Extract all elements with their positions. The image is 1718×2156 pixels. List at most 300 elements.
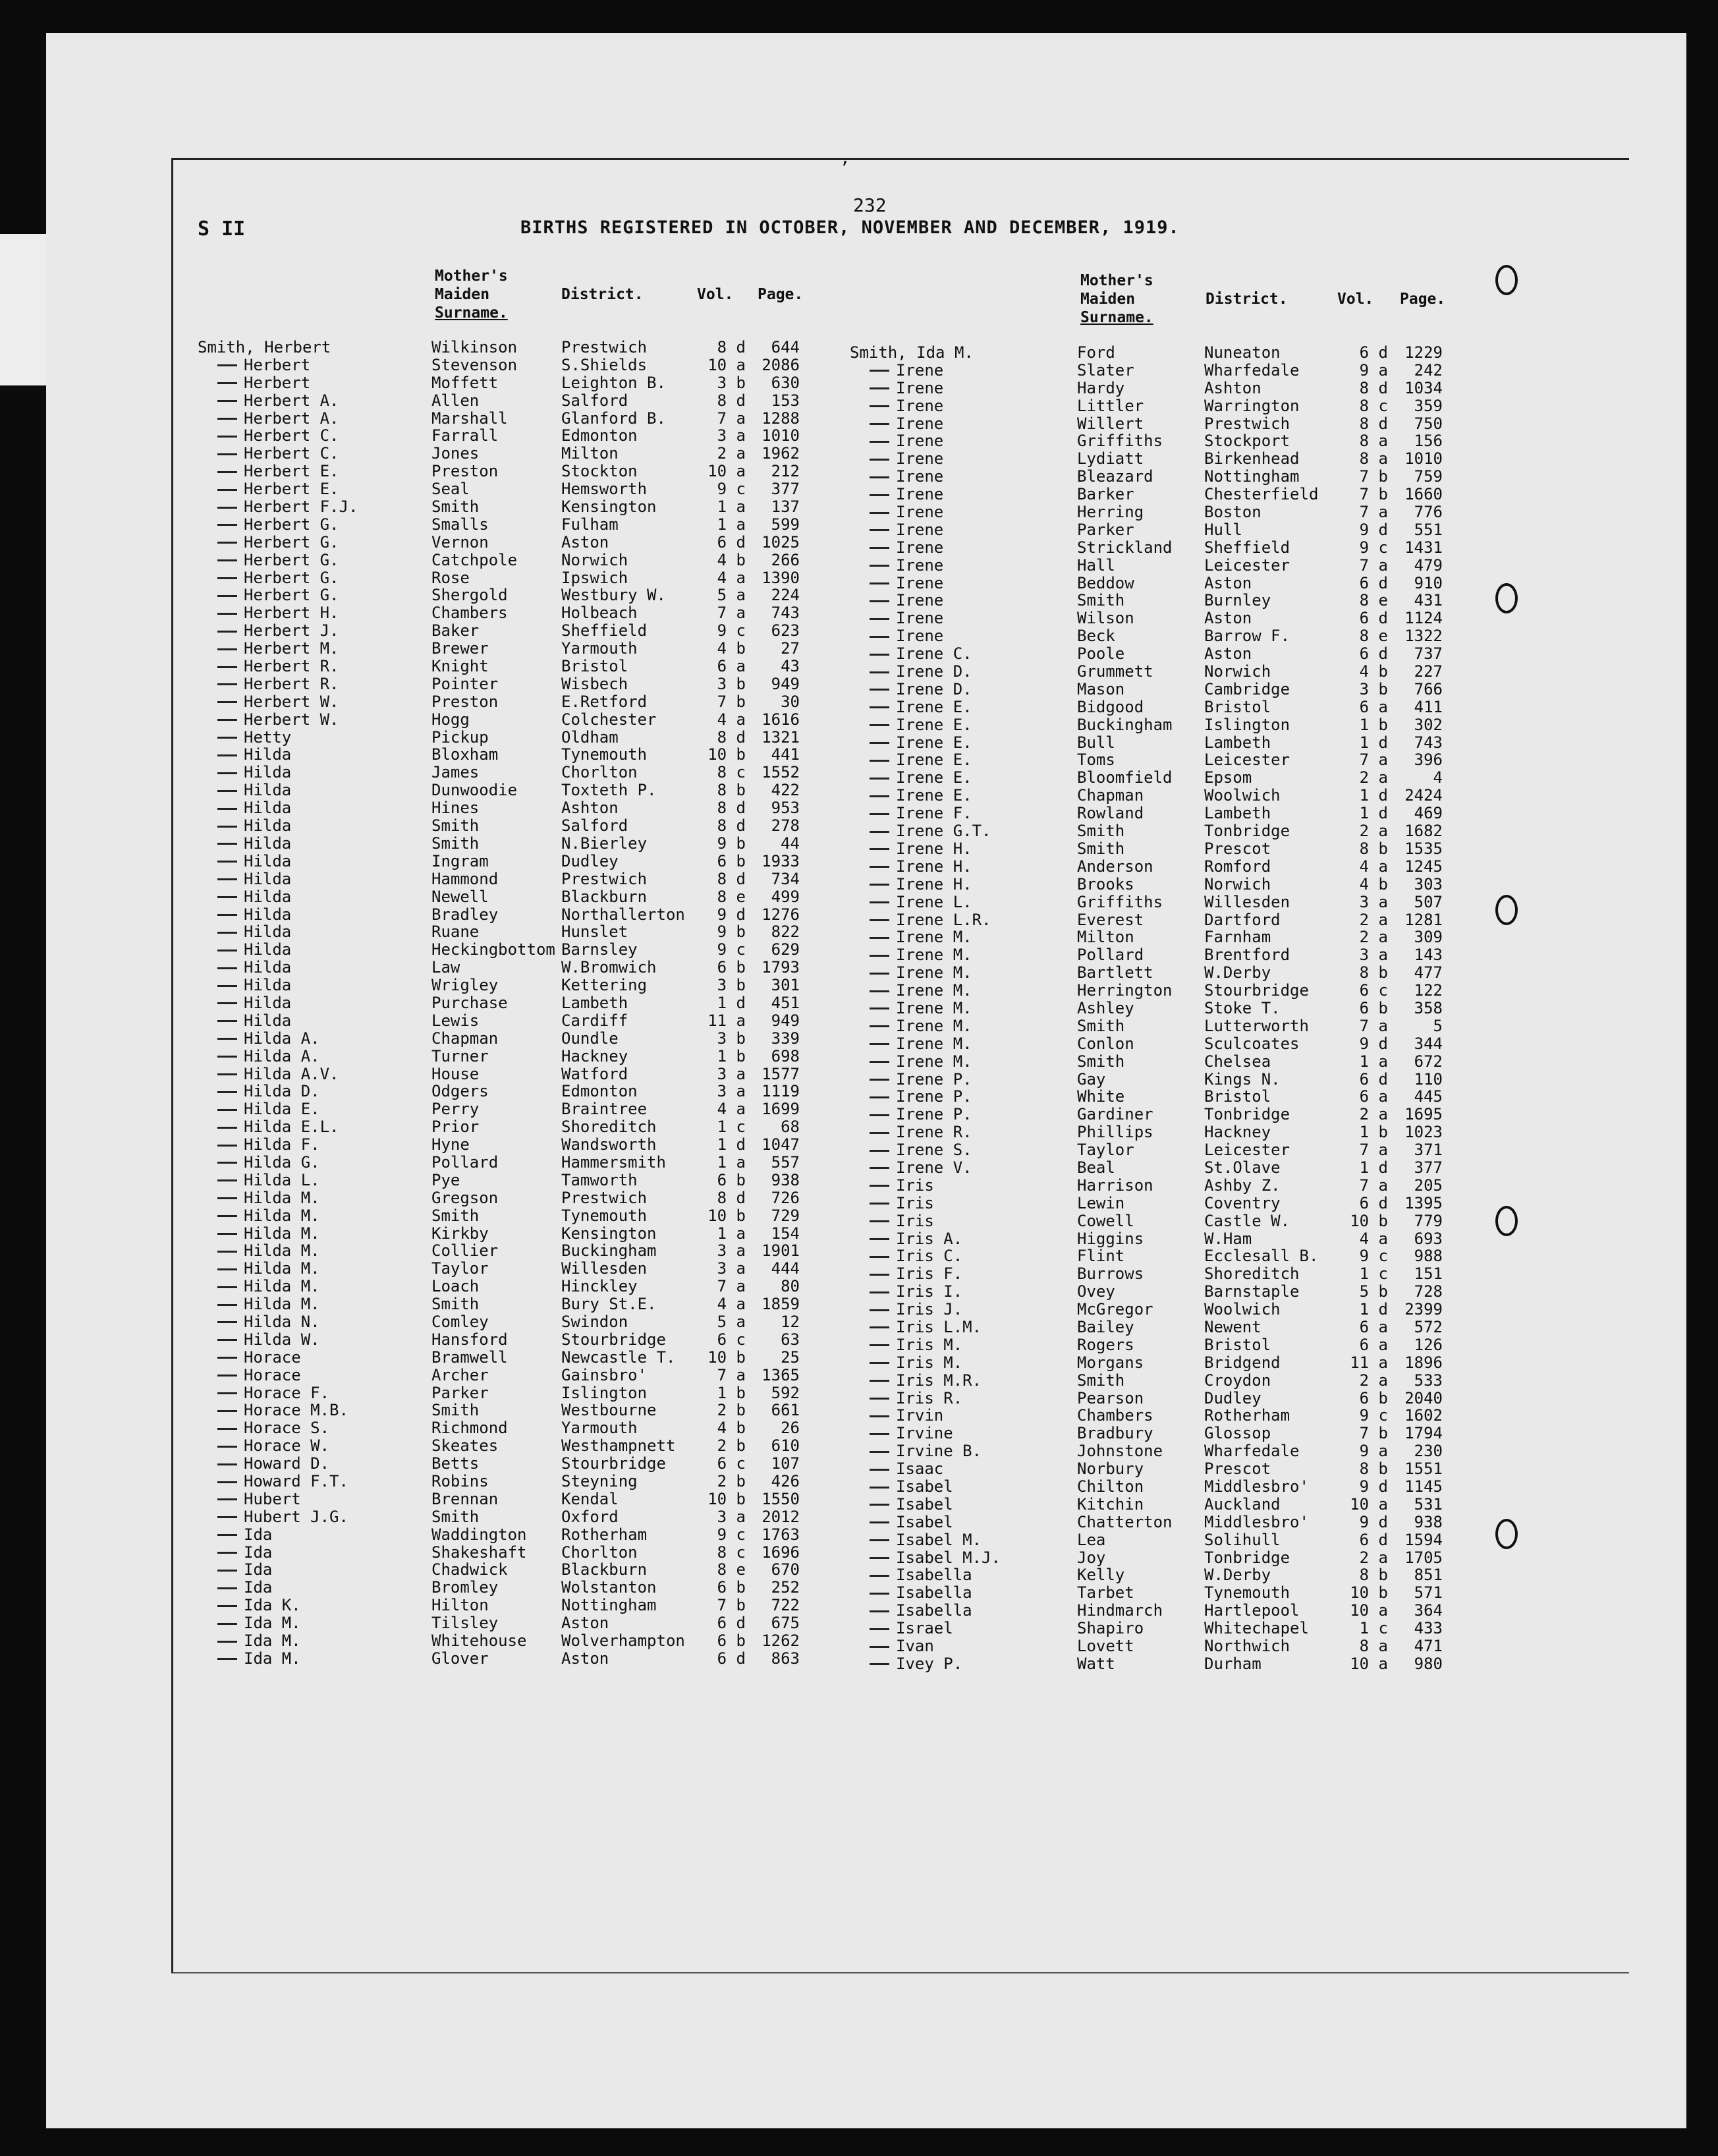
- entry-volume: 9 a: [1359, 1442, 1388, 1461]
- left-col-vol-header: Vol.: [697, 286, 734, 303]
- entry-page: 68: [781, 1118, 800, 1137]
- entry-forename: Irene: [870, 627, 943, 645]
- entry-row: [0, 1035, 1515, 1053]
- entry-page: 107: [771, 1454, 800, 1473]
- entry-volume: 9 c: [1359, 538, 1388, 557]
- entry-volume: 8 d: [717, 1188, 746, 1207]
- entry-district: Wharfedale: [1204, 360, 1300, 380]
- entry-district: Hammersmith: [561, 1152, 666, 1172]
- entry-mother-surname: Phillips: [1077, 1123, 1153, 1142]
- entry-volume: 10 b: [707, 1489, 746, 1508]
- ditto-dash: [870, 582, 889, 584]
- entry-district: Rotherham: [1204, 1406, 1290, 1425]
- entry-district: Tynemouth: [561, 745, 648, 764]
- entry-district: Middlesbro': [1204, 1512, 1309, 1531]
- entry-volume: 6 d: [717, 1614, 746, 1633]
- entry-volume: 9 c: [717, 1525, 746, 1544]
- entry-forename: Irene F.: [870, 805, 972, 822]
- entry-row: [0, 911, 1515, 929]
- entry-district: Yarmouth: [561, 639, 638, 658]
- entry-volume: 2 a: [1359, 910, 1388, 929]
- entry-district: Ashby Z.: [1204, 1176, 1281, 1195]
- ditto-dash: [870, 618, 889, 620]
- entry-forename: Hilda: [217, 888, 291, 906]
- entry-mother-surname: Pointer: [431, 674, 499, 693]
- entry-page: 1010: [762, 426, 800, 445]
- entry-district: Ashton: [1204, 378, 1261, 397]
- entry-mother-surname: Lea: [1077, 1530, 1106, 1549]
- entry-forename: Hilda: [217, 906, 291, 924]
- left-col-mother-header: Mother's Maiden Surname.: [435, 268, 508, 322]
- ditto-dash: [870, 689, 889, 691]
- entry-district: Norwich: [561, 550, 628, 569]
- entry-forename: Iris C.: [870, 1247, 962, 1265]
- entry-mother-surname: Hansford: [431, 1330, 508, 1349]
- entry-volume: 1 d: [1359, 804, 1388, 823]
- entry-mother-surname: Watt: [1077, 1654, 1115, 1673]
- entry-district: Barnstaple: [1204, 1282, 1300, 1301]
- entry-volume: 1 a: [1359, 1052, 1388, 1071]
- entry-forename: Irene M.: [870, 964, 972, 982]
- entry-district: Solihull: [1204, 1530, 1281, 1549]
- entry-mother-surname: Lydiatt: [1077, 449, 1144, 468]
- entry-mother-surname: Pye: [431, 1170, 460, 1189]
- entry-district: Glanford B.: [561, 409, 666, 428]
- entry-district: Bury St.E.: [561, 1295, 657, 1314]
- entry-district: Hartlepool: [1204, 1601, 1300, 1620]
- entry-district: Salford: [561, 816, 628, 836]
- entry-row: [0, 751, 1515, 769]
- entry-mother-surname: Smith: [431, 1295, 480, 1314]
- entry-page: 302: [1414, 715, 1443, 734]
- entry-page: 477: [1414, 963, 1443, 982]
- entry-mother-surname: Perry: [431, 1100, 480, 1119]
- entry-page: 938: [771, 1170, 800, 1189]
- entry-forename: Irene R.: [870, 1123, 972, 1141]
- entry-district: Hemsworth: [561, 480, 648, 499]
- entry-district: Sculcoates: [1204, 1034, 1300, 1053]
- entry-mother-surname: Smith: [431, 816, 480, 836]
- entry-page: 672: [1414, 1052, 1443, 1071]
- entry-page: 339: [771, 1029, 800, 1048]
- entry-volume: 10 b: [707, 1206, 746, 1225]
- entry-page: 230: [1414, 1442, 1443, 1461]
- entry-forename: Irene E.: [870, 787, 972, 805]
- entry-row: [0, 1566, 1515, 1584]
- entry-volume: 3 b: [717, 976, 746, 995]
- ditto-dash: [870, 990, 889, 992]
- entry-forename: Irene: [870, 468, 943, 486]
- entry-forename: Irene: [870, 575, 943, 592]
- entry-page: 137: [771, 497, 800, 517]
- entry-district: Lutterworth: [1204, 1016, 1309, 1035]
- entry-district: Westhampnett: [561, 1436, 676, 1456]
- entry-volume: 7 b: [717, 1596, 746, 1615]
- ditto-dash: [870, 636, 889, 638]
- entry-forename: Irene: [870, 592, 943, 610]
- entry-volume: 7 a: [717, 1277, 746, 1296]
- entry-page: 371: [1414, 1141, 1443, 1160]
- entry-forename: Hilda E.: [217, 1100, 320, 1118]
- entry-forename: Isaac: [870, 1460, 943, 1478]
- entry-forename: Irene E.: [870, 716, 972, 734]
- entry-mother-surname: Glover: [431, 1649, 489, 1668]
- entry-forename: Hilda W.: [217, 1331, 320, 1349]
- entry-page: 533: [1414, 1371, 1443, 1390]
- entry-volume: 1 b: [1359, 715, 1388, 734]
- entry-district: Woolwich: [1204, 1300, 1281, 1319]
- ditto-dash: [870, 547, 889, 549]
- entry-forename: Irene P.: [870, 1071, 972, 1089]
- entry-volume: 6 d: [717, 532, 746, 552]
- ditto-dash: [870, 1380, 889, 1382]
- entry-forename: Irene: [870, 521, 943, 539]
- ditto-dash: [870, 494, 889, 496]
- entry-district: Lambeth: [561, 993, 628, 1012]
- entry-district: Salford: [561, 391, 628, 410]
- entry-mother-surname: Hines: [431, 799, 480, 818]
- entry-volume: 6 b: [717, 851, 746, 870]
- entry-page: 469: [1414, 804, 1443, 823]
- entry-forename: Hilda M.: [217, 1260, 320, 1278]
- punch-hole: [1495, 265, 1518, 295]
- entry-volume: 6 d: [1359, 343, 1388, 362]
- entry-page: 30: [781, 692, 800, 711]
- entry-volume: 7 a: [1359, 1141, 1388, 1160]
- entry-forename: Horace: [217, 1349, 301, 1367]
- entry-district: Buckingham: [561, 1241, 657, 1261]
- entry-mother-surname: Gardiner: [1077, 1105, 1153, 1124]
- entry-district: Milton: [561, 444, 619, 463]
- entry-row: [0, 858, 1515, 876]
- entry-mother-surname: Poole: [1077, 644, 1125, 664]
- entry-volume: 4 a: [717, 710, 746, 729]
- entry-district: Wolstanton: [561, 1578, 657, 1597]
- entry-mother-surname: Prior: [431, 1118, 480, 1137]
- entry-mother-surname: Bleazard: [1077, 467, 1153, 486]
- entry-mother-surname: Chambers: [1077, 1406, 1153, 1425]
- entry-mother-surname: Hyne: [431, 1135, 470, 1154]
- entry-page: 309: [1414, 928, 1443, 947]
- entry-forename: Hilda: [217, 870, 291, 888]
- entry-volume: 6 d: [717, 1649, 746, 1668]
- entry-mother-surname: Bailey: [1077, 1317, 1134, 1336]
- entry-mother-surname: Shakeshaft: [431, 1543, 527, 1562]
- entry-mother-surname: Taylor: [1077, 1141, 1134, 1160]
- ditto-dash: [870, 1504, 889, 1506]
- entry-volume: 6 a: [1359, 1087, 1388, 1106]
- entry-page: 1705: [1404, 1548, 1443, 1567]
- entry-row: [0, 627, 1515, 645]
- entry-page: 910: [1414, 573, 1443, 592]
- left-col-page-header: Page.: [758, 286, 804, 303]
- entry-district: Glossop: [1204, 1424, 1271, 1443]
- entry-page: 1365: [762, 1365, 800, 1384]
- entry-volume: 3 a: [717, 1259, 746, 1278]
- entry-volume: 2 a: [1359, 822, 1388, 841]
- ditto-dash: [870, 760, 889, 762]
- entry-page: 1025: [762, 532, 800, 552]
- ditto-dash: [870, 1220, 889, 1222]
- entry-mother-surname: Herring: [1077, 503, 1144, 522]
- entry-volume: 8 d: [717, 816, 746, 836]
- entry-volume: 8 b: [717, 781, 746, 800]
- entry-district: Sheffield: [561, 621, 648, 640]
- entry-row: [0, 1354, 1515, 1372]
- entry-forename: Hilda M.: [217, 1207, 320, 1225]
- entry-row: [0, 1265, 1515, 1283]
- entry-district: W.Ham: [1204, 1229, 1252, 1248]
- ditto-dash: [870, 1628, 889, 1630]
- entry-district: N.Bierley: [561, 834, 648, 853]
- entry-district: Stockport: [1204, 432, 1290, 451]
- entry-page: 670: [771, 1560, 800, 1579]
- entry-mother-surname: Pollard: [431, 1152, 499, 1172]
- entry-row: [0, 681, 1515, 698]
- entry-page: 1933: [762, 851, 800, 870]
- entry-forename: Irene: [870, 380, 943, 397]
- entry-district: Stourbridge: [1204, 981, 1309, 1000]
- entry-volume: 1 a: [717, 497, 746, 517]
- ditto-dash: [870, 1487, 889, 1489]
- entry-page: 151: [1414, 1264, 1443, 1284]
- film-edge-mark: [0, 234, 46, 385]
- right-col-page-header: Page.: [1400, 291, 1446, 308]
- entry-page: 1023: [1404, 1123, 1443, 1142]
- ditto-dash: [870, 937, 889, 939]
- ditto-dash: [870, 370, 889, 372]
- entry-page: 153: [771, 391, 800, 410]
- entry-district: Northallerton: [561, 905, 685, 924]
- entry-volume: 8 e: [717, 1560, 746, 1579]
- entry-row: [0, 397, 1515, 415]
- entry-forename: Irene M.: [870, 1053, 972, 1071]
- entry-page: 1034: [1404, 378, 1443, 397]
- entry-page: 729: [771, 1206, 800, 1225]
- entry-volume: 8 c: [1359, 396, 1388, 415]
- entry-mother-surname: Pollard: [1077, 946, 1144, 965]
- entry-forename: Hilda E.L.: [217, 1118, 339, 1136]
- entry-volume: 9 d: [1359, 1034, 1388, 1053]
- entry-district: Northwich: [1204, 1637, 1290, 1656]
- ditto-dash: [870, 1344, 889, 1346]
- entry-district: Wharfedale: [1204, 1442, 1300, 1461]
- entry-district: Norwich: [1204, 874, 1271, 894]
- entry-volume: 8 d: [1359, 378, 1388, 397]
- entry-volume: 1 d: [1359, 1300, 1388, 1319]
- entry-row: [0, 521, 1515, 539]
- entry-district: Chelsea: [1204, 1052, 1271, 1071]
- entry-district: Tonbridge: [1204, 1105, 1290, 1124]
- entry-forename: Herbert C.: [217, 427, 339, 445]
- entry-district: Kensington: [561, 1224, 657, 1243]
- entry-row: [0, 946, 1515, 964]
- entry-forename: Horace S.: [217, 1419, 329, 1437]
- entry-district: Leicester: [1204, 751, 1290, 770]
- entry-forename: Ida: [217, 1544, 272, 1562]
- entry-district: Fulham: [561, 515, 619, 534]
- entry-district: Wolverhampton: [561, 1631, 685, 1651]
- entry-district: Tamworth: [561, 1170, 638, 1189]
- entry-row: [0, 787, 1515, 805]
- entry-district: Shoreditch: [561, 1118, 657, 1137]
- entry-volume: 6 d: [1359, 609, 1388, 628]
- entry-mother-surname: Ingram: [431, 851, 489, 870]
- entry-mother-surname: Chadwick: [431, 1560, 508, 1579]
- entry-page: 278: [771, 816, 800, 836]
- entry-volume: 6 a: [1359, 1335, 1388, 1354]
- entry-district: S.Shields: [561, 355, 648, 374]
- entry-row: [0, 1319, 1515, 1336]
- entry-page: 1010: [1404, 449, 1443, 468]
- entry-page: 698: [771, 1046, 800, 1065]
- entry-row: [0, 344, 1515, 362]
- ditto-dash: [870, 742, 889, 744]
- entry-row: [0, 575, 1515, 592]
- entry-district: Cambridge: [1204, 679, 1290, 698]
- entry-district: Stourbridge: [561, 1454, 666, 1473]
- entry-volume: 7 a: [1359, 751, 1388, 770]
- entry-mother-surname: Gregson: [431, 1188, 499, 1207]
- entry-row: [0, 1655, 1515, 1673]
- entry-mother-surname: Loach: [431, 1277, 480, 1296]
- entry-volume: 6 b: [717, 1170, 746, 1189]
- entry-page: 1794: [1404, 1424, 1443, 1443]
- entry-district: Aston: [561, 1614, 609, 1633]
- entry-volume: 7 b: [1359, 1424, 1388, 1443]
- entry-volume: 6 b: [717, 1631, 746, 1651]
- entry-forename: Iris A.: [870, 1230, 962, 1248]
- entry-mother-surname: Willert: [1077, 414, 1144, 433]
- entry-forename: Isabella: [870, 1602, 972, 1620]
- entry-row: [0, 1053, 1515, 1071]
- entry-district: Bristol: [1204, 697, 1271, 716]
- entry-row: [0, 1283, 1515, 1301]
- entry-mother-surname: Pearson: [1077, 1388, 1144, 1407]
- entry-volume: 4 b: [717, 1419, 746, 1438]
- entry-forename: Herbert G.: [217, 516, 339, 534]
- entry-district: Prescot: [1204, 839, 1271, 858]
- entry-page: 737: [1414, 644, 1443, 664]
- entry-district: Hackney: [561, 1046, 628, 1065]
- entry-page: 396: [1414, 751, 1443, 770]
- entry-mother-surname: Burrows: [1077, 1264, 1144, 1284]
- entry-mother-surname: Beal: [1077, 1158, 1115, 1177]
- ditto-dash: [870, 1415, 889, 1417]
- page-title: BIRTHS REGISTERED IN OCTOBER, NOVEMBER AND DECEMBER, 1919.: [520, 217, 1180, 238]
- entry-district: Bridgend: [1204, 1353, 1281, 1372]
- entry-district: Newent: [1204, 1317, 1261, 1336]
- ditto-dash: [870, 1663, 889, 1665]
- entry-volume: 2 a: [1359, 1105, 1388, 1124]
- entry-volume: 11 a: [1350, 1353, 1388, 1372]
- entry-mother-surname: Bradbury: [1077, 1424, 1153, 1443]
- entry-forename: Irene: [870, 432, 943, 450]
- entry-forename: Isabel: [870, 1514, 953, 1531]
- entry-page: 445: [1414, 1087, 1443, 1106]
- entry-forename: Irene H.: [870, 876, 972, 894]
- entry-volume: 6 d: [1359, 1193, 1388, 1212]
- entry-district: Aston: [1204, 573, 1252, 592]
- entry-page: 1577: [762, 1064, 800, 1083]
- tick-mark: ,: [840, 148, 850, 168]
- entry-forename: Hilda: [217, 1012, 291, 1030]
- entry-page: 629: [771, 940, 800, 959]
- entry-volume: 3 a: [717, 1064, 746, 1083]
- entry-district: Prescot: [1204, 1460, 1271, 1479]
- entry-volume: 1 a: [717, 515, 746, 534]
- entry-forename: Hilda A.: [217, 1048, 320, 1065]
- entry-forename: Iris I.: [870, 1283, 962, 1301]
- entry-volume: 2 a: [717, 444, 746, 463]
- entry-page: 675: [771, 1614, 800, 1633]
- entry-district: Yarmouth: [561, 1419, 638, 1438]
- entry-page: 110: [1414, 1069, 1443, 1089]
- entry-volume: 9 c: [717, 480, 746, 499]
- entry-volume: 3 a: [717, 1241, 746, 1261]
- entry-mother-surname: Harrison: [1077, 1176, 1153, 1195]
- entry-district: Shoreditch: [1204, 1264, 1300, 1284]
- entry-mother-surname: Turner: [431, 1046, 489, 1065]
- entry-row: [0, 468, 1515, 486]
- entry-row: [0, 769, 1515, 787]
- entry-forename: Hilda: [217, 781, 291, 799]
- entry-volume: 2 a: [1359, 768, 1388, 787]
- entry-mother-surname: Ruane: [431, 922, 480, 942]
- entry-mother-surname: Odgers: [431, 1082, 489, 1101]
- entry-volume: 3 a: [1359, 946, 1388, 965]
- entry-mother-surname: Higgins: [1077, 1229, 1144, 1248]
- entry-forename: Hilda D.: [217, 1083, 320, 1100]
- entry-page: 411: [1414, 697, 1443, 716]
- entry-volume: 9 c: [1359, 1406, 1388, 1425]
- entry-forename: Ida M.: [217, 1632, 301, 1650]
- entry-row: [0, 645, 1515, 663]
- entry-page: 1550: [762, 1489, 800, 1508]
- entry-forename: Irene M.: [870, 1000, 972, 1017]
- entry-page: 953: [771, 799, 800, 818]
- entry-forename: Irene S.: [870, 1141, 972, 1159]
- entry-forename: Herbert W.: [217, 711, 339, 729]
- entry-forename: Iris M.R.: [870, 1372, 982, 1390]
- entry-page: 27: [781, 639, 800, 658]
- entry-district: Nuneaton: [1204, 343, 1281, 362]
- entry-forename: Iris R.: [870, 1390, 962, 1407]
- entry-volume: 8 d: [717, 869, 746, 888]
- entry-volume: 10 a: [1350, 1494, 1388, 1514]
- entry-page: 938: [1414, 1512, 1443, 1531]
- entry-row: [0, 362, 1515, 380]
- entry-district: Tynemouth: [1204, 1583, 1290, 1603]
- entry-forename: Horace M.B.: [217, 1402, 348, 1419]
- entry-forename: Smith, Ida M.: [850, 343, 974, 362]
- entry-page: 1695: [1404, 1105, 1443, 1124]
- entry-district: Epsom: [1204, 768, 1252, 787]
- entry-page: 2012: [762, 1507, 800, 1526]
- entry-forename: Hilda: [217, 977, 291, 994]
- ditto-dash: [870, 671, 889, 673]
- entry-volume: 7 a: [1359, 1016, 1388, 1035]
- entry-page: 1262: [762, 1631, 800, 1651]
- punch-hole: [1495, 1206, 1518, 1236]
- entry-district: Birkenhead: [1204, 449, 1300, 468]
- ditto-dash: [870, 1326, 889, 1328]
- entry-forename: Ida M.: [217, 1650, 301, 1668]
- entry-mother-surname: Ovey: [1077, 1282, 1115, 1301]
- entry-row: [0, 1071, 1515, 1089]
- entry-forename: Ida M.: [217, 1614, 301, 1632]
- entry-district: Holbeach: [561, 604, 638, 623]
